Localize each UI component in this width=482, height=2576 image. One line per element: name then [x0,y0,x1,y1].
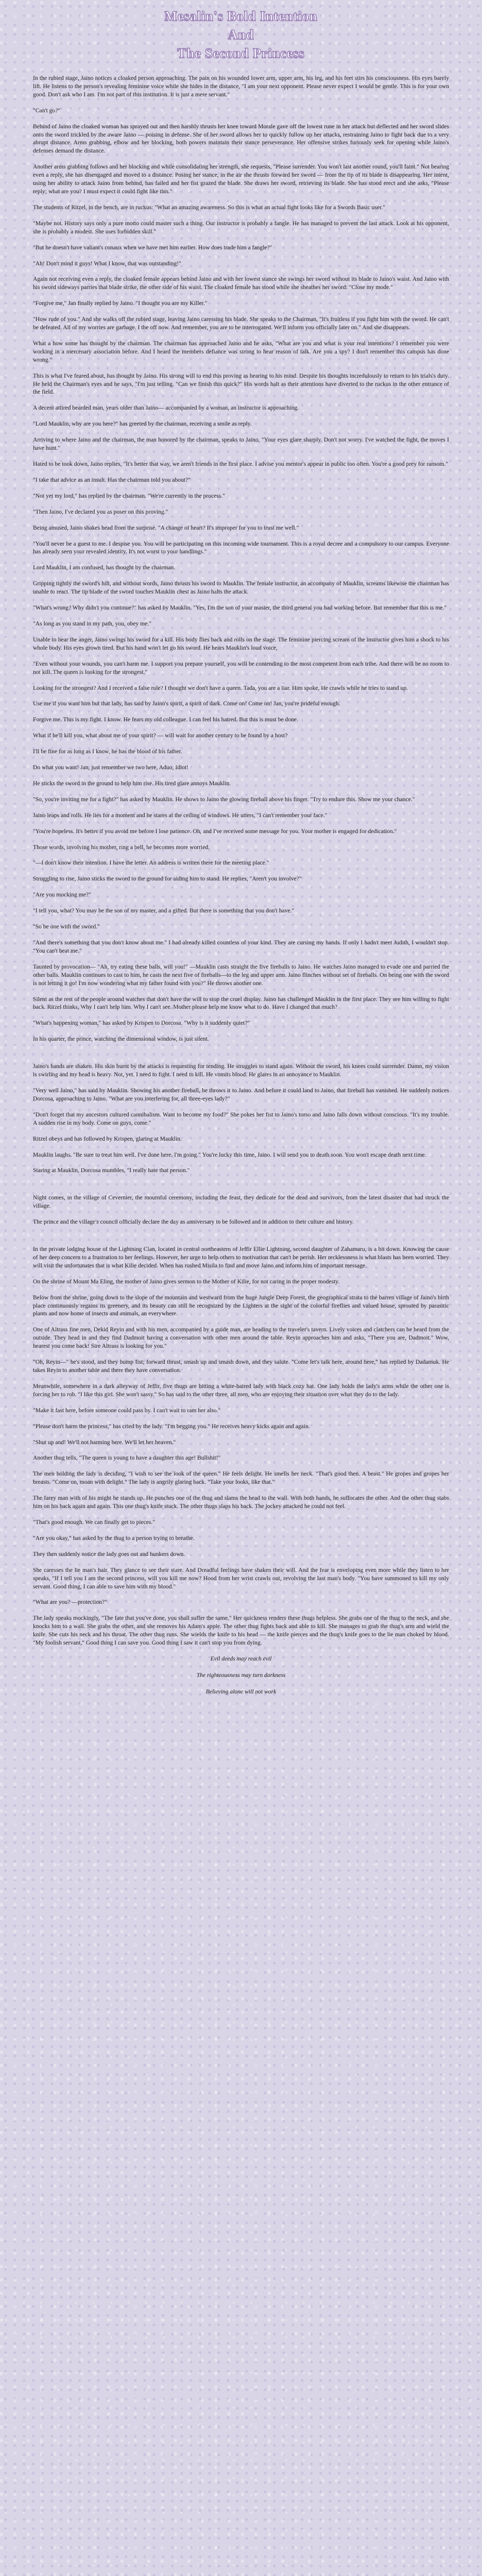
story-paragraph: Hated to be took down, Jaino replies, "It's better that way, we aren't friends in the first place. I advise you mentor's appear in public too often. You're a good prey for ransom." [33,461,449,467]
story-paragraph: "Then Jaino, I've declared you as poser on this proving." [33,508,168,515]
story-paragraph: Unable to hear the anger, Jaino swings his sword for a kill. His body flies back and rolls on the stage. The feminine piercing scream of the instructor gives him a shock to his whole body. His eyes grown tired. But his hand won't let go his sword. He hears Mauklin's loud voice, [33,636,449,651]
story-paragraph: What if he'll kill you, what about me of your spirit? — will wait for another century to be found by a host? [33,732,288,739]
story-paragraph: Jaino leaps and rolls. He lies for a moment and he stares at the ceiling of windows. He utters, "I can't remember your face." [33,811,328,819]
story-paragraph: "How rude of you." And she walks off the rubied stage, leaving Jaino caressing his blade. She speaks to the Chairman, "It's fruitless if you fight him with the sword. He can't be defeated. All of my worries are garbage. I the off now. And remember, you are to be interrogated. We'll inform you officially later on." And she disappears. [33,316,449,331]
story-paragraph: In his quarter, the prince, watching the dimensional window, is just silent. [33,1036,209,1043]
closing-line: Believing alone will not work [205,1688,277,1695]
story-paragraph: "Forgive me," Jan finally replied by Jaino. "I thought you are my Killer." [33,300,208,307]
story-paragraph: "Shut up and! We'll not harming here. We'll let her heaven." [33,1438,176,1446]
story-paragraph: This is what I've feared about, has thought by Jaino. His strong will to end this proving as hearing to his mind. Despite his thoughts incredulously to return to his trials's duty. He held the Chairman's eyes and he says, "I'm just telling. "Can we finish this quick?" His words halt as their attentions have diverted to the ruckus in the other entrance of the field. [33,372,449,396]
scene-break [33,1234,449,1245]
story-paragraph: "What's wrong? Why didn't you continue?" has asked by Mauklin. "Yes, I'm the son of your master, the third general you had working before. But remember that this is me." [33,604,447,612]
story-paragraph: Another arms grabbing follows and her blocking and while consolidating her strength, she requests, "Please surrender. You won't last another round, you'll faint." Not bearing even a reply, she has disengaged and moved to a distance. Posing her stance, in the air she thrusts forward her sword — from the tip of its blade is disappearing. Her intent, using her ability to attack Jaino from behind, has failed and her fist grazed the blade. She draws her sword, retrieving its blade. She has stood erect and she asks, "Please reply; what are you? I must expect it could fight like this." [33,163,449,195]
story-paragraph: On the shrine of Mount Ma Eling, the mother of Jaino gives sermon to the Mother of Kilie, for not caring in the proper modesty. [33,1278,340,1285]
story-paragraph: "What are you? —protection?" [33,1599,107,1606]
story-paragraph: In the rubied stage, Jaino notices a cloaked person approaching. The pain on his wounded lower arm, upper arm, his leg, and his feet stirs his consciousness. His eyes barely lift. He listens to the person's revealing feminine voice while she hides in the distance, "I am your next opponent. Please never expect I would be gentle. This is for your own good. Don't ask who I am. I'm not part of this institution. It is just a mere servant." [33,75,449,98]
story-paragraph: "I take that advice as an insult. Has the chairman told you about?" [33,476,191,483]
story-paragraph: They then suddenly notice the lady goes out and hunkers down. [33,1550,185,1557]
story-paragraph: Another thug tells, "The queen is young to have a daughter this age! Bullshit!" [33,1454,221,1462]
story-paragraph: "Are you okay," has asked by the thug to a person trying to breathe. [33,1534,195,1541]
story-paragraph: Use me if you want him but that lady, has said by Jaino's spirit, a spirit of dark. Come on! Come on! Jan, you're prideful enough. [33,700,340,707]
story-paragraph: "Can't go?" [33,107,61,114]
story-paragraph: "You're hopeless. It's better if you avoid me before I lose patience. Oh, and I've received some message for you. Your mother is engaged for dedication." [33,827,397,835]
closing-verse [33,1655,449,1696]
story-paragraph: Again not receiving even a reply, the cloaked female appears behind Jaino and with her lowest stance she swings her sword without its blade to Jaino's waist. And Jaino with his sword sideways parries that blade strike, the other side of his waist. The cloaked female has stood while she sheathes her sword: "Close my mode." [33,276,449,291]
story-paragraph: I'll be fine for as long as I know, he has the blood of his father. [33,748,182,755]
story-paragraph: "As long as you stand in my path, you, obey me." [33,620,152,627]
story-paragraph: Taunted by provocation— "Ah, try eating these balls, will you!" —Mauklin casts straight the five fireballs to Jaino. He watches Jaino managed to evade one and parried the other balls. Mauklin continues to cast to him, he casts the next five of fireballs—to the leg and upper arm. Jaino flinches without set of fireballs. On being one with the sword is not letting it go! I'm now wondering what my father found with you?" He throws another one. [33,963,449,987]
story-paragraph: "So, you're inviting me for a fight?" has asked by Mauklin. He shows to Jaino the glowing fireball above his finger. "Try to endure this. Show me your chance." [33,795,415,803]
story-paragraph: Those words, involving his mother, ring a bell, he becomes more worried. [33,843,210,851]
story-paragraph: Struggling to rise, Jaino sticks the sword to the ground for aiding him to stand. He replies, "Aren't you involve?" [33,875,302,883]
story-paragraph: Do what you want! Jan, just remember we two here, Aduo, Idiot! [33,764,189,771]
story-paragraph: Forgive me. This is my fight. I know. He fears my old colleague. I can feel his hatred. But this is must be done. [33,716,298,723]
story-paragraph: Night comes, in the village of Cevernier, the mournful ceremony, including the feast, they dedicate for the dead and survivors, from the latest disaster that had struck the village. [33,1194,449,1210]
story-paragraph: "So be one with the sword." [33,923,100,930]
story-paragraph: "Make it fast here, before someone could pass by. I can't wait to ram her also." [33,1406,221,1414]
title-line-2: And [228,27,254,42]
story-paragraph: What a how some has thought by the chairman. The chairman has approached Jaino and he asks, "What are you and what is your real intentions? I remember you were working in a mercenary association before. And I heard the members defiance was strong to hear reason of talk. Are you a spy? I don't remember this campus has done wrong." [33,340,449,363]
story-title [33,7,449,63]
story-paragraph: "That's good enough. We can finally get to pieces." [33,1518,156,1526]
story-paragraph: "Maybe not. History says only a pure motto could master such a thing. Our instructor is probably a fangle. He has managed to prevent the last attack. Look at his opponent, she is probably a modest. She uses forbidden skill." [33,219,449,235]
story-paragraph: "Ah! Don't mind it guys! What I know, that was outstanding!" [33,260,181,267]
story-paragraph: "Lord Mauklin, why are you here?" has greeted by the chairman, receiving a smile as reply. [33,420,252,428]
story-paragraph: The prince and the village's council officially declare the day as anniversary to be followed and in addition to their culture and history. [33,1218,354,1226]
story-paragraph: "Are you mocking me?" [33,891,91,899]
story-paragraph: Mauklin laughs. "Be sure to treat him well. I've done here. I'm going." You're lucky this time, Jaino. I will send you to death soon. You won't escape death next time. [33,1151,426,1158]
story-paragraph: "You'll never be a guest to me. I despise you. You will be participating on this incoming wide tournament. This is a royal decree and a compulsory to our campus. Everyone has already seen your revealed identity. It's not worst to your handlings." [33,540,449,555]
story-paragraph: A decent attired bearded man, years older than Jaino— accompanied by a woman, an instructor is approaching. [33,404,299,412]
scene-break [33,1051,449,1062]
story-paragraph: The lady speaks mockingly, "The fate that you've done, you shall suffer the same." Her quickness renders these thugs helpless. She grabs one of the thug to the neck, and she knocks him to a wall. She grabs the other, and she removes his Adam's apple. The other thug fights back and able to kill. She manages to grab the thug's arm and wield the knife. She cuts his neck and his throat. The other thug runs. She wields the knife to his head — the knife pierces and the thug's knife goes to the lie man choked by blood. "My foolish servant," Good thing I can save you. Good thing I saw it can't stop you from dying. [33,1615,449,1647]
story-paragraph: The men holding the lady is deciding, "I wish to see the look of the queen." He feels delight. He smells her neck. "That's good then. A beast." He gropes and gropes her breasts. "Come on, moan with delight." The lady is angrily glaring back. "Take your looks, like that." [33,1470,449,1486]
title-line-1: Mesalin's Bold Intention [164,9,318,24]
story-paragraph: Looking for the strongest? And I received a false rule? I thought we don't have a queen. Tada, you are a liar. Him spoke, He crawls while he tries to stand up. [33,684,408,691]
story-paragraph: "Not yet my lord," has replied by the chairman. "We're currently in the process." [33,492,225,499]
story-paragraph: "—I don't know their intention. I have the letter. An address is written there for the meeting place." [33,859,269,867]
story-paragraph: Lord Mauklin, I am confused, has thought by the chairman. [33,564,176,571]
story-paragraph: Arriving to where Jaino and the chairman, the man honored by the chairman, speaks to Jaino, "Your eyes glare sharply. Don't not worry. I've watched the fight, the moves I have hunt." [33,436,449,452]
story-paragraph: Below from the shrine, going down to the slope of the mountain and westward from the huge Jungle Deep Forest, the geographical strata to the barren village of Jaino's birth place continuously regains its greenery, and its beauty can still be recognized by the Lighters at the sight of the colorful fireflies and valued house, sprouted by parasitic plants and now home of insects and animals, an everywhere. [33,1294,449,1317]
story-paragraph: He sticks the sword in the ground to help him rise. His tired glare annoys Mauklin. [33,779,231,787]
story-paragraph: In the private lodging house of the Lightning Clan, located in central northeastern of Jeffir Ellie Lightning, second daughter of Zahamaru, is a bit down. Knowing the cause of her deep concern to a frustration to her feelings. However, her urge to help others to motivation that can't be perish. Her recklessness is what blasts has been worried. They will visit the unfortunates that is what Kilie decided. When has rushed Misila to find and move Jaino and inform him of important message. [33,1246,449,1269]
title-line-3: The Second Princess [177,46,305,61]
story-paragraph: "Even without your wounds, you can't harm me. I support you prepare yourself, you will be contending to the most competent from each tribe. And there will be no room to not kill. The queen is looking for the strongest." [33,660,449,675]
story-paragraph: "Oh, Reyin—" he's stood, and they bump fist; forward thrust, smash up and smash down, and they salute. "Come let's talk here, around here," has replied by Dadamuk. He takes Reyin to another table and there they have conversation. [33,1359,449,1374]
story-paragraph: Silent as the rest of the people around watches that don't have the will to stop the cruel display. Jaino has challenged Mauklin in the first place. They see him willing to fight back. Ritzel thinks, Why I can't help him. Why I can't see. Mother please help me know what to do. Have I changed that much? [33,995,449,1011]
story-paragraph: One of Altrass fine men, Dekid Reyin and with his men, accompanied by a guide man, are heading to the traveler's tavern. Lively voices and clatchers can be heard from the outside. They head in and they find Dadmoit having a conversation with other men around the table. Reyin approaches him and asks, "There you are, Dadmoit." Wow, hearest you come back! Sire Altrass is looking for you." [33,1326,449,1350]
story-paragraph: Gripping tightly the sword's hilt, and without words, Jaino thrusts his sword to Mauklin. The female instructor, an accompany of Mauklin, screams likewise the chairman has unable to react. The tip blade of the sword touches Mauklin chest as Jaino halts the attack. [33,580,449,596]
story-body [33,74,449,1647]
story-paragraph: Meanwhile, somewhere in a dark alleyway of Jeffir, five thugs are hitting a white-haired lady with black cozy hat. One lady holds the lady's arms while the other one is forcing her to rob. "I like this girl. She won't sassy." So has said to the other three, all men, who are enjoying their situation over what they do to the lady. [33,1382,449,1398]
story-paragraph: "Don't forget that my ancestors cultured cannibalism. Want to become my food?" She pokes her fist to Jaino's torso and Jaino falls down without conscious. "It's my trouble. A sudden rise in my body. Come on guys, come." [33,1111,449,1126]
story-paragraph: Staring at Mauklin, Dorcosa mumbles, "I really hate that person." [33,1167,190,1174]
story-paragraph: Jaino's hands are shaken. His skin burnt by the attacks is requesting for tending. He struggles to stand again. Without the sword, his knees could surrender. Damn, my vision is swirling and my head is heavy. Not, yet. I need to fight. I need to kill. He vomits blood. He glares in an annoyance to Mauklin. [33,1063,449,1078]
story-paragraph: The students of Ritzel, in the bench, are in ruckus: "What an amazing awareness. So this is what an actual fight looks like for a Swords Basic user." [33,204,385,211]
story-paragraph: Behind of Jaino the cloaked woman has sprayed out and then harshly thrusts her knee toward Morale gave off the lowest rune in her attack but deflected and her sword slides onto the sword trickled by the aware Jaino — poising in defense. She of her sword allows her to quickly follow up her attacks, restraining Jaino to fight back due to a very abrupt distance. Arms grabbing, elbow and her blocking, both powers maintain their stance perseverance. Her offensive strikes furiously seek for opening while Jaino's defenses demand the distance. [33,123,449,155]
story-paragraph: "I tell you, what? You may be the son of my master, and a gifted. But there is something that you don't have." [33,907,295,914]
story-paragraph: "But he doesn't have valiant's conaux when we have met him earlier. How does trade him a fangle?" [33,244,272,251]
story-paragraph: "Very well Jaino," has said by Mauklin. Showing his another fireball, he throws it to Jaino. And before it could land to Jaino, that fireball has vanished. He suddenly notices Dorcosa, approaching to Jaino. "What are you interfering for, all three-eyes lady?" [33,1087,449,1102]
story-paragraph: The farey man with of his might he stands up. He punches one of the thug and slams the head to the wall. With both hands, he suffocates the other. And the other thug stabs him on his back again and again. This one thug's knife stuck. The other thugs slaps his back. The jockey attacked he could not feel. [33,1495,449,1510]
closing-line: Evil deeds may reach evil [210,1655,272,1662]
story-paragraph: Ritzel obeys and has followed by Krispen, glaring at Mauklin. [33,1135,182,1142]
story-paragraph: "What's happening woman," has asked by Krispen to Dorcosa. "Why is it suddenly quiet?" [33,1020,250,1027]
story-paragraph: She caresses the lie man's hair. They glance to see their stare. And Dreadful feelings have shaken their will. And the fear is enveloping even more while they listen to her speaks, "If I tell you I am the second princess, will you kill me now? Hood from her wrist crawls out, revolving the last man's body. "You have summoned to kill my only servant. Good thing, I can able to save him with my blood." [33,1566,449,1590]
closing-line: The righteousness may turn darkness [196,1671,286,1679]
story-paragraph: Being amused, Jaino shakes head from the surprise. "A change of heart? It's improper for you to trust me well." [33,524,299,531]
story-paragraph: "And there's something that you don't know about me." I had already killed countless of your kind. They are cursing my hands. If only I hadn't meet Judith, I wouldn't stop. "You can't beat me." [33,939,449,954]
story-paragraph: "Please don't harm the princess," has cried by the lady. "I'm begging you." He receives heavy kicks again and again. [33,1422,310,1430]
scene-break [33,1182,449,1194]
